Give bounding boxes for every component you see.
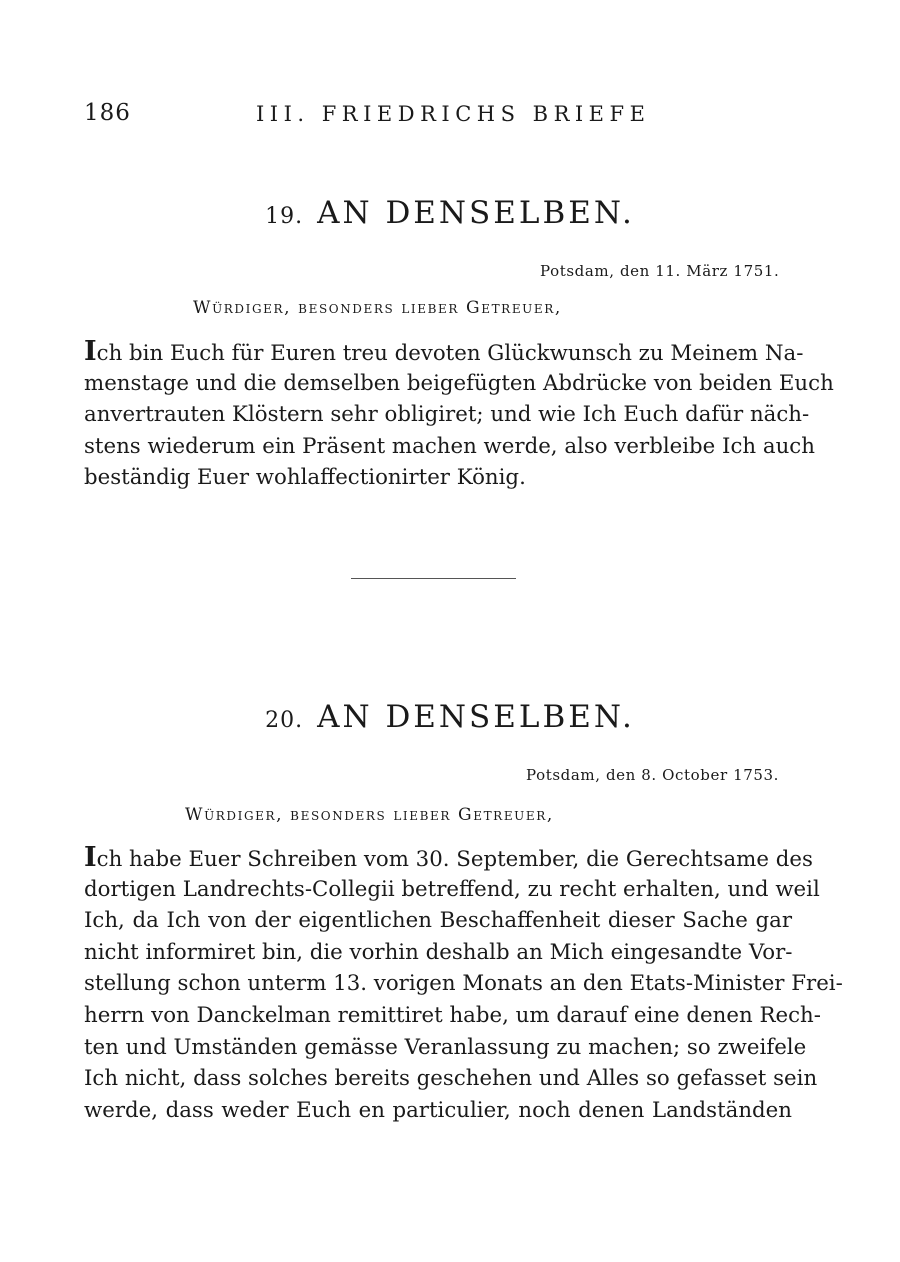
- section-separator-rule: [351, 578, 516, 579]
- body-line: anvertrauten Klöstern sehr obligiret; und wie Ich Euch dafür näch-: [84, 402, 810, 428]
- body-line: Ich nicht, dass solches bereits geschehen und Alles so gefasset sein: [84, 1066, 818, 1092]
- letter-20-dateline: Potsdam, den 8. October 1753.: [526, 766, 780, 784]
- letter-number: 19.: [265, 204, 304, 229]
- body-line: beständig Euer wohlaffectionirter König.: [84, 465, 526, 491]
- body-line: dortigen Landrechts-Collegii betreffend, zu recht erhalten, und weil: [84, 876, 820, 902]
- letter-title: AN DENSELBEN.: [317, 699, 635, 735]
- drop-initial: I: [84, 842, 97, 873]
- letter-19-heading: [0, 195, 900, 231]
- body-line: Ich, da Ich von der eigentlichen Beschaffenheit dieser Sache gar: [84, 908, 792, 934]
- body-line: herrn von Danckelman remittiret habe, um darauf eine denen Rech-: [84, 1002, 821, 1028]
- letter-19-dateline: Potsdam, den 11. März 1751.: [540, 262, 780, 280]
- letter-20-body: [84, 842, 843, 1126]
- letter-20-salutation: Würdiger, besonders lieber Getreuer,: [185, 805, 554, 825]
- page-number: 186: [84, 100, 131, 126]
- letter-20-heading: [0, 699, 900, 735]
- letter-number: 20.: [265, 708, 304, 733]
- running-head: [84, 100, 651, 132]
- body-line: Ich bin Euch für Euren treu devoten Glückwunsch zu Meinem Na-: [84, 336, 804, 367]
- letter-title: AN DENSELBEN.: [317, 195, 635, 231]
- body-line: menstage und die demselben beigefügten Abdrücke von beiden Euch: [84, 370, 834, 396]
- running-head-title: III. FRIEDRICHS BRIEFE: [256, 102, 651, 126]
- body-line: stellung schon unterm 13. vorigen Monats an den Etats-Minister Frei-: [84, 971, 843, 997]
- letter-19-salutation: Würdiger, besonders lieber Getreuer,: [193, 298, 562, 318]
- body-line: stens wiederum ein Präsent machen werde, also verbleibe Ich auch: [84, 433, 815, 459]
- body-line: Ich habe Euer Schreiben vom 30. September, die Gerechtsame des: [84, 842, 813, 873]
- body-line: werde, dass weder Euch en particulier, noch denen Landständen: [84, 1097, 792, 1123]
- body-line: ten und Umständen gemässe Veranlassung zu machen; so zweifele: [84, 1034, 807, 1060]
- drop-initial: I: [84, 336, 97, 367]
- letter-19-body: [84, 336, 834, 494]
- body-line: nicht informiret bin, die vorhin deshalb an Mich eingesandte Vor-: [84, 939, 793, 965]
